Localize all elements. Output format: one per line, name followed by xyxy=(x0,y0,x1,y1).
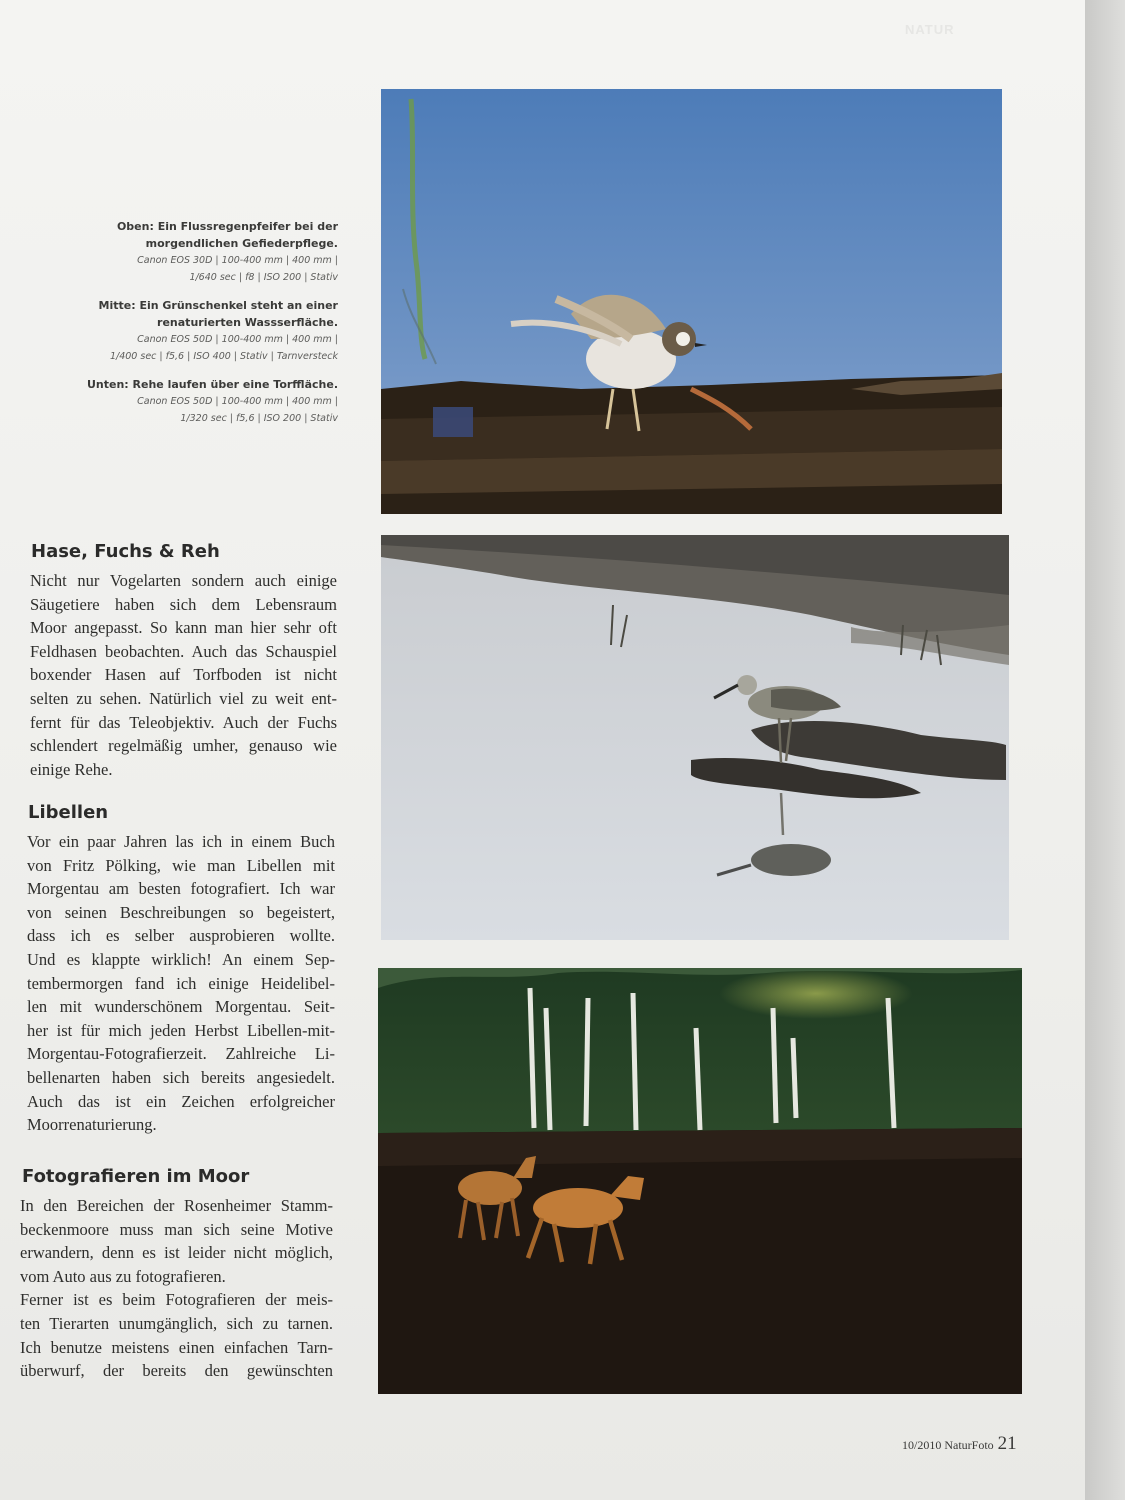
text-line: dass ich es selber ausprobieren wollte. xyxy=(27,926,335,946)
text-line: Auch das ist ein Zeichen erfolgreicher xyxy=(27,1091,335,1111)
text-line: Säugetiere haben sich dem Lebensraum xyxy=(30,594,337,614)
text-line: vom Auto aus zu fotografieren. xyxy=(20,1266,226,1286)
caption-meta-line: Canon EOS 30D | 100-400 mm | 400 mm | xyxy=(137,255,338,266)
caption-bottom xyxy=(60,376,338,427)
text-line: boxender Hasen auf Torfboden ist nicht xyxy=(30,665,337,685)
text-line: schlendert regelmäßig umher, genauso wie xyxy=(30,736,337,756)
text-line: selten zu sehen. Natürlich viel zu weit ent- xyxy=(30,688,337,708)
caption-top xyxy=(60,218,338,286)
text-line: Ich benutze meistens einen einfachen Tarn- xyxy=(20,1337,333,1357)
text-line: einige Rehe. xyxy=(30,759,113,779)
text-line: beckenmoore muss man sich seine Motive xyxy=(20,1219,333,1239)
caption-title-line: morgendlichen Gefiederpflege. xyxy=(145,237,338,250)
photo-greenshank xyxy=(381,535,1009,940)
text-line: überwurf, der bereits den gewünschten xyxy=(20,1361,333,1381)
text-line: tembermorgen fand ich einige Heidelibel- xyxy=(27,973,335,993)
text-line: von Fritz Pölking, wie man Libellen mit xyxy=(27,855,335,875)
text-line: ten Tierarten unumgänglich, sich zu tarnen. xyxy=(20,1313,333,1333)
page-number: 21 xyxy=(997,1433,1017,1454)
caption-meta-line: Canon EOS 50D | 100-400 mm | 400 mm | xyxy=(137,396,338,407)
text-line: Moor angepasst. So kann man hier sehr oft xyxy=(30,618,337,638)
text-line: Nicht nur Vogelarten sondern auch einige xyxy=(30,571,337,590)
text-line: len mit wunderschönem Morgentau. Seit- xyxy=(27,997,335,1017)
caption-meta-line: 1/400 sec | f5,6 | ISO 400 | Stativ | Tarnversteck xyxy=(109,351,338,362)
running-head: NATUR xyxy=(905,22,955,37)
section-heading: Fotografieren im Moor xyxy=(22,1166,250,1187)
text-line: Feldhasen beobachten. Auch das Schauspiel xyxy=(30,641,337,661)
text-line: Ferner ist es beim Fotografieren der meis- xyxy=(20,1290,333,1310)
issue-label: 10/2010 NaturFoto xyxy=(902,1438,994,1452)
photo-deer xyxy=(378,968,1022,1394)
caption-meta-line: Canon EOS 50D | 100-400 mm | 400 mm | xyxy=(137,334,338,345)
caption-title-line: renaturierten Wassserfläche. xyxy=(157,316,338,329)
text-line: Morgentau-Fotografierzeit. Zahlreiche Li- xyxy=(27,1044,335,1064)
text-line: Vor ein paar Jahren las ich in einem Buch xyxy=(27,832,335,851)
text-line: Morgentau am besten fotografiert. Ich war xyxy=(27,879,335,899)
section-body xyxy=(20,1194,333,1383)
section-heading: Hase, Fuchs & Reh xyxy=(31,541,220,562)
text-line: erwandern, denn es ist leider nicht möglich, xyxy=(20,1243,333,1263)
text-line: In den Bereichen der Rosenheimer Stamm- xyxy=(20,1196,333,1215)
caption-title-line: Mitte: Ein Grünschenkel steht an einer xyxy=(98,299,338,312)
caption-meta-line: 1/640 sec | f8 | ISO 200 | Stativ xyxy=(189,272,338,283)
text-line: her ist für mich jeden Herbst Libellen-mit- xyxy=(27,1020,335,1040)
text-line: von seinen Beschreibungen so begeistert, xyxy=(27,902,335,922)
caption-title-line: Oben: Ein Flussregenpfeifer bei der xyxy=(116,220,338,233)
text-line: Und es klappte wirklich! An einem Sep- xyxy=(27,949,335,969)
photo-plover xyxy=(381,89,1002,514)
section-body xyxy=(30,569,337,781)
page-footer xyxy=(902,1433,1017,1455)
text-line: bellenarten haben sich bereits angesiedelt. xyxy=(27,1067,335,1087)
text-line: Moorrenaturierung. xyxy=(27,1115,157,1135)
section-heading: Libellen xyxy=(28,802,109,823)
page-edge xyxy=(1085,0,1125,1500)
caption-title-line: Unten: Rehe laufen über eine Torffläche. xyxy=(86,378,338,391)
caption-middle xyxy=(60,297,338,365)
section-body xyxy=(27,830,335,1137)
caption-meta-line: 1/320 sec | f5,6 | ISO 200 | Stativ xyxy=(180,413,338,424)
text-line: fernt für das Teleobjektiv. Auch der Fuchs xyxy=(30,712,337,732)
photo-captions xyxy=(60,218,338,438)
